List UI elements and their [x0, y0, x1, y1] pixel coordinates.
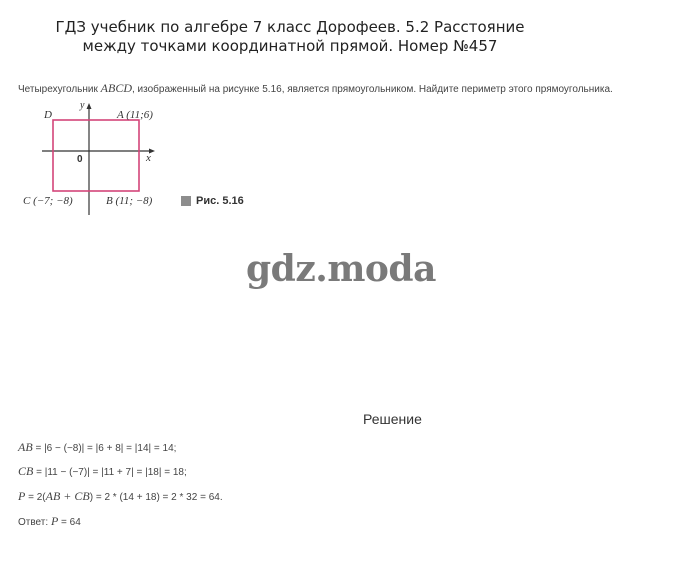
title-line-1: ГДЗ учебник по алгебре 7 класс Дорофеев. 5.2 Расстояние [55, 18, 525, 36]
answer-label: Ответ: [18, 517, 51, 528]
task-text-pre: Четырехугольник [18, 84, 101, 95]
task-figure-name: ABCD [100, 81, 132, 95]
y-axis-arrow [87, 103, 92, 109]
caption-square-icon [181, 196, 191, 206]
figure-caption [181, 195, 244, 207]
line-cb-text: = |11 − (−7)| = |11 + 7| = |18| = 18; [33, 467, 187, 478]
label-x-axis: x [146, 152, 151, 164]
title-line-2: между точками координатной прямой. Номер №457 [82, 37, 498, 55]
solution-line-cb [18, 464, 187, 479]
solution-line-perimeter [18, 489, 223, 504]
label-y-axis: y [80, 100, 85, 111]
page-title [30, 18, 550, 56]
var-cb: CB [18, 464, 34, 478]
rectangle-abcd [53, 120, 139, 191]
watermark-logo: gdz.moda [246, 248, 436, 290]
solution-heading: Решение [363, 411, 422, 427]
line-p-mid: = 2( [25, 492, 46, 503]
line-ab-text: = |6 − (−8)| = |6 + 8| = |14| = 14; [32, 443, 177, 454]
solution-answer [18, 514, 81, 529]
var-ab: AB [18, 440, 33, 454]
label-c: C (−7; −8) [23, 195, 73, 207]
label-b: B (11; −8) [106, 195, 153, 207]
answer-value: = 64 [58, 517, 81, 528]
expr-ab-cb: AB + CB [45, 489, 90, 503]
var-p: P [18, 489, 26, 503]
task-text-post: , изображенный на рисунке 5.16, является прямоугольником. Найдите периметр этого прямоугольника. [132, 84, 613, 95]
solution-line-ab [18, 440, 176, 455]
label-d: D [44, 109, 52, 121]
line-p-text: ) = 2 * (14 + 18) = 2 * 32 = 64. [89, 492, 223, 503]
label-origin: 0 [77, 154, 83, 165]
caption-text: Рис. 5.16 [196, 195, 244, 207]
task-statement [18, 81, 688, 96]
answer-var: P [50, 514, 59, 528]
label-a: A (11;6) [117, 109, 153, 121]
